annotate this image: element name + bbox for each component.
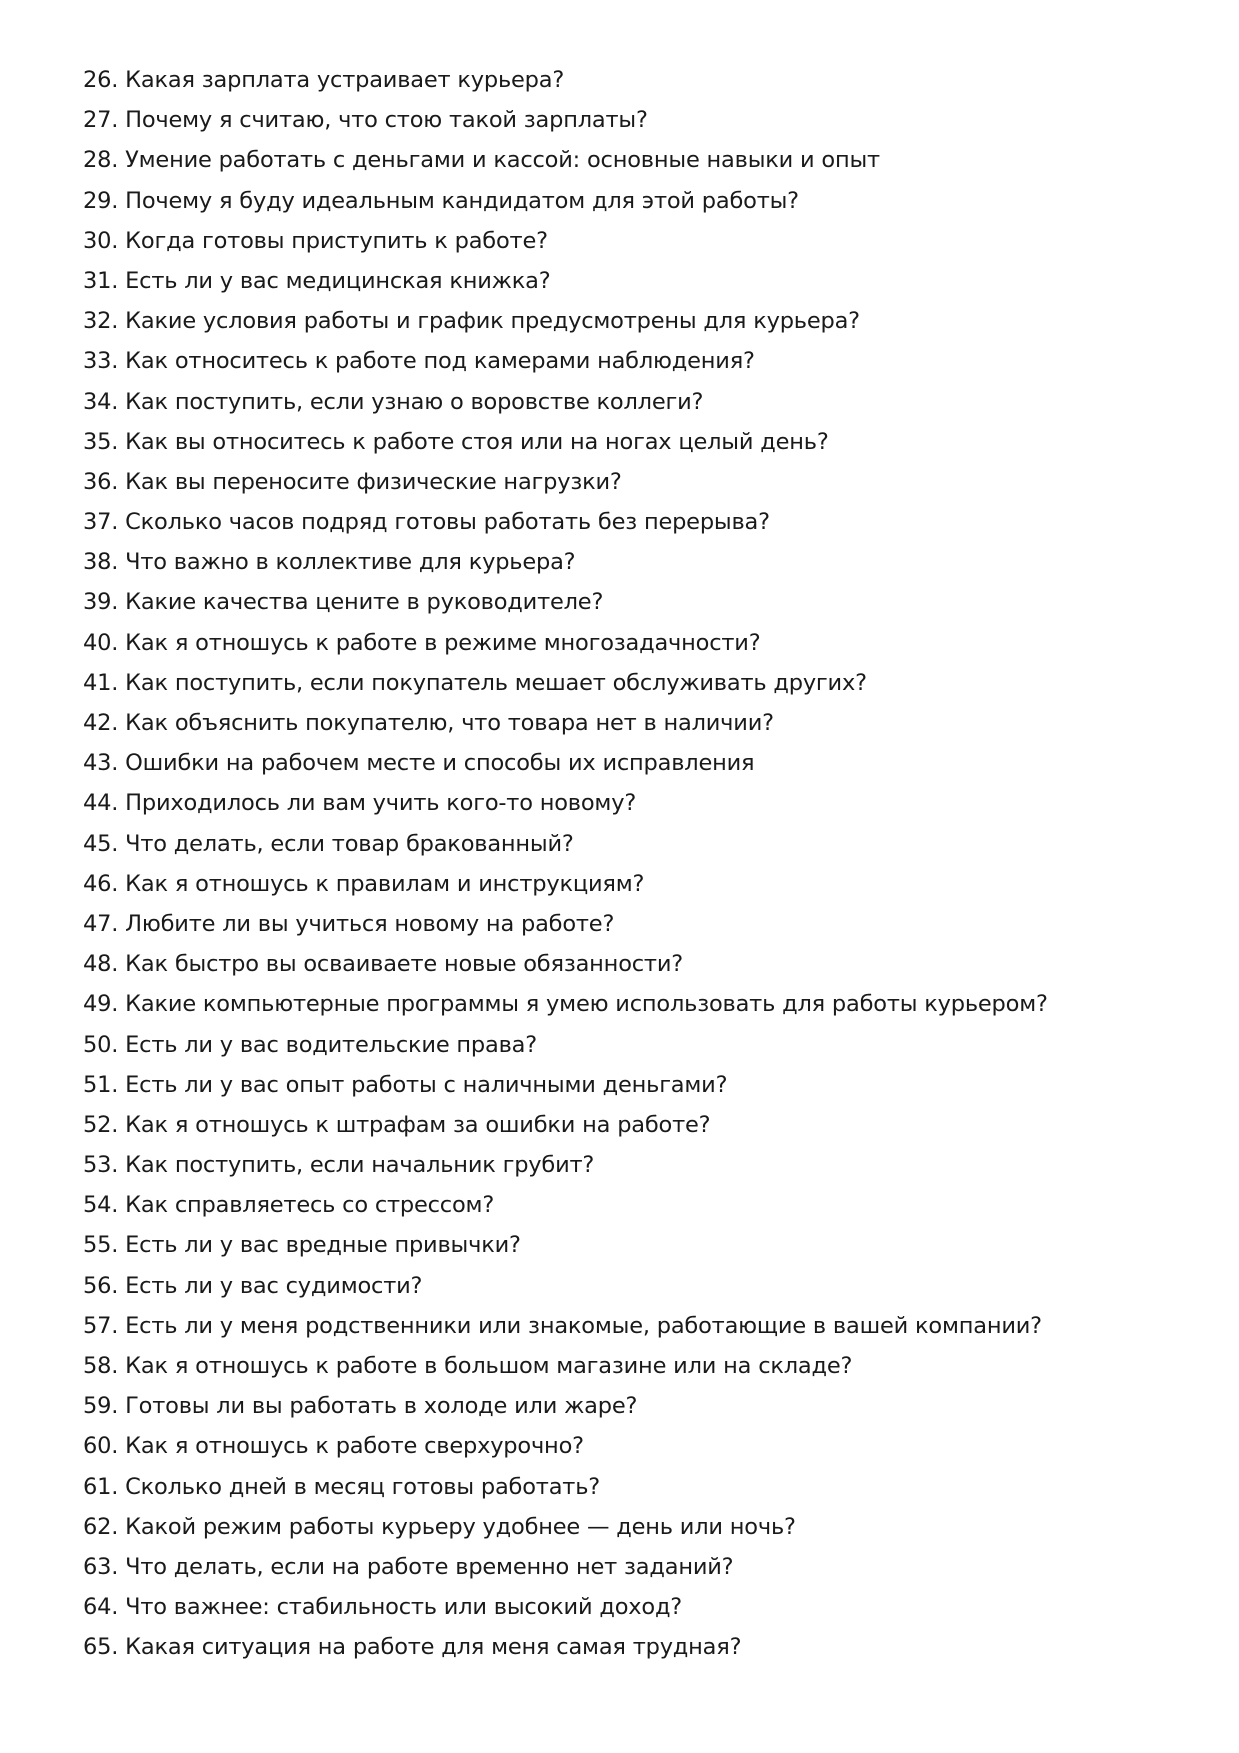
question-text: Что важно в коллективе для курьера? xyxy=(125,549,576,576)
question-text: Почему я буду идеальным кандидатом для этой работы? xyxy=(125,187,799,214)
question-text: Как я отношусь к работе сверхурочно? xyxy=(125,1433,584,1460)
question-number: 33. xyxy=(83,348,119,375)
question-number: 60. xyxy=(83,1433,119,1460)
question-item xyxy=(83,1346,1203,1386)
question-text: Есть ли у вас опыт работы с наличными деньгами? xyxy=(125,1071,728,1098)
question-text: Как я отношусь к работе в большом магазине или на складе? xyxy=(125,1353,853,1379)
question-item xyxy=(83,1467,1203,1507)
question-item xyxy=(83,1627,1203,1667)
question-number: 30. xyxy=(83,227,119,254)
question-item xyxy=(83,623,1203,663)
question-number: 28. xyxy=(83,147,119,174)
question-item xyxy=(83,502,1203,542)
question-text: Как поступить, если узнаю о воровстве коллеги? xyxy=(125,388,704,415)
question-number: 39. xyxy=(83,589,119,616)
question-text: Как я отношусь к работе в режиме многозадачности? xyxy=(125,629,761,656)
question-item xyxy=(83,904,1203,944)
question-text: Сколько часов подряд готовы работать без перерыва? xyxy=(125,509,770,536)
question-number: 50. xyxy=(83,1031,119,1058)
question-number: 65. xyxy=(83,1634,119,1661)
question-item xyxy=(83,663,1203,703)
question-text: Какие компьютерные программы я умею использовать для работы курьером? xyxy=(125,991,1048,1018)
question-text: Какой режим работы курьеру удобнее — день или ночь? xyxy=(125,1513,796,1540)
question-item xyxy=(83,341,1203,381)
question-number: 53. xyxy=(83,1152,119,1179)
question-text: Как вы переносите физические нагрузки? xyxy=(125,468,622,495)
question-text: Когда готовы приступить к работе? xyxy=(125,227,548,254)
question-item xyxy=(83,140,1203,180)
question-number: 27. xyxy=(83,107,119,134)
question-number: 38. xyxy=(83,549,119,576)
question-item xyxy=(83,221,1203,261)
question-text: Как я отношусь к штрафам за ошибки на работе? xyxy=(125,1111,711,1138)
question-item xyxy=(83,1426,1203,1466)
question-item xyxy=(83,984,1203,1024)
question-item xyxy=(83,1185,1203,1225)
question-number: 35. xyxy=(83,428,119,455)
question-text: Приходилось ли вам учить кого-то новому? xyxy=(125,790,637,817)
question-item xyxy=(83,181,1203,221)
question-text: Как поступить, если покупатель мешает обслуживать других? xyxy=(125,669,867,696)
question-text: Как вы относитесь к работе стоя или на ногах целый день? xyxy=(125,428,829,455)
question-number: 59. xyxy=(83,1393,119,1420)
question-number: 29. xyxy=(83,187,119,214)
question-number: 46. xyxy=(83,870,119,897)
question-text: Что делать, если товар бракованный? xyxy=(125,830,574,857)
question-number: 63. xyxy=(83,1553,119,1580)
question-text: Готовы ли вы работать в холоде или жаре? xyxy=(125,1393,638,1420)
question-number: 62. xyxy=(83,1513,119,1540)
question-item xyxy=(83,824,1203,864)
question-number: 61. xyxy=(83,1473,119,1500)
question-item xyxy=(83,462,1203,502)
question-item xyxy=(83,301,1203,341)
question-item xyxy=(83,1587,1203,1627)
question-text: Любите ли вы учиться новому на работе? xyxy=(125,910,615,937)
question-text: Есть ли у меня родственники или знакомые, работающие в вашей компании? xyxy=(125,1312,1042,1339)
question-item xyxy=(83,1025,1203,1065)
question-number: 64. xyxy=(83,1594,119,1621)
question-item xyxy=(83,1065,1203,1105)
question-number: 54. xyxy=(83,1192,119,1219)
question-item xyxy=(83,1225,1203,1265)
question-item xyxy=(83,542,1203,582)
question-list xyxy=(83,60,1203,1668)
question-text: Как поступить, если начальник грубит? xyxy=(125,1152,595,1179)
question-text: Что важнее: стабильность или высокий доход? xyxy=(125,1594,683,1621)
question-text: Есть ли у вас судимости? xyxy=(125,1272,423,1299)
question-item xyxy=(83,261,1203,301)
question-item xyxy=(83,1266,1203,1306)
question-text: Как объяснить покупателю, что товара нет в наличии? xyxy=(125,710,774,736)
question-text: Сколько дней в месяц готовы работать? xyxy=(125,1473,600,1500)
question-number: 56. xyxy=(83,1272,119,1299)
question-text: Почему я считаю, что стою такой зарплаты? xyxy=(125,107,648,134)
question-text: Ошибки на рабочем месте и способы их исправления xyxy=(125,750,755,777)
question-number: 40. xyxy=(83,629,119,656)
question-item xyxy=(83,582,1203,622)
question-text: Умение работать с деньгами и кассой: основные навыки и опыт xyxy=(125,147,880,174)
question-item xyxy=(83,1306,1203,1346)
question-text: Есть ли у вас вредные привычки? xyxy=(125,1232,521,1259)
question-number: 49. xyxy=(83,991,119,1018)
question-number: 41. xyxy=(83,669,119,696)
question-number: 51. xyxy=(83,1071,119,1098)
question-text: Что делать, если на работе временно нет заданий? xyxy=(125,1553,734,1580)
question-text: Есть ли у вас медицинская книжка? xyxy=(125,267,551,294)
question-item xyxy=(83,382,1203,422)
question-item xyxy=(83,703,1203,743)
question-number: 36. xyxy=(83,468,119,495)
question-number: 31. xyxy=(83,267,119,294)
question-number: 47. xyxy=(83,910,119,937)
question-item xyxy=(83,743,1203,783)
question-item xyxy=(83,1507,1203,1547)
question-text: Есть ли у вас водительские права? xyxy=(125,1031,537,1058)
question-item xyxy=(83,100,1203,140)
question-item xyxy=(83,783,1203,823)
question-number: 32. xyxy=(83,308,119,335)
question-text: Какие условия работы и график предусмотрены для курьера? xyxy=(125,308,860,335)
question-text: Как быстро вы осваиваете новые обязанности? xyxy=(125,951,683,978)
question-item xyxy=(83,422,1203,462)
question-item xyxy=(83,1105,1203,1145)
question-text: Какая ситуация на работе для меня самая трудная? xyxy=(125,1634,742,1661)
question-item xyxy=(83,864,1203,904)
question-item xyxy=(83,1145,1203,1185)
question-number: 45. xyxy=(83,830,119,857)
question-item xyxy=(83,60,1203,100)
question-text: Как справляетесь со стрессом? xyxy=(125,1192,495,1219)
question-number: 55. xyxy=(83,1232,119,1259)
question-text: Как относитесь к работе под камерами наблюдения? xyxy=(125,348,755,375)
question-number: 58. xyxy=(83,1353,119,1379)
question-number: 34. xyxy=(83,388,119,415)
question-number: 43. xyxy=(83,750,119,777)
question-number: 37. xyxy=(83,509,119,536)
question-number: 48. xyxy=(83,951,119,978)
question-number: 57. xyxy=(83,1312,119,1339)
question-text: Какая зарплата устраивает курьера? xyxy=(125,67,565,93)
question-number: 26. xyxy=(83,67,119,93)
question-number: 42. xyxy=(83,710,119,736)
question-item xyxy=(83,1386,1203,1426)
question-number: 44. xyxy=(83,790,119,817)
question-item xyxy=(83,944,1203,984)
question-text: Как я отношусь к правилам и инструкциям? xyxy=(125,870,645,897)
question-number: 52. xyxy=(83,1111,119,1138)
question-item xyxy=(83,1547,1203,1587)
question-text: Какие качества цените в руководителе? xyxy=(125,589,604,616)
